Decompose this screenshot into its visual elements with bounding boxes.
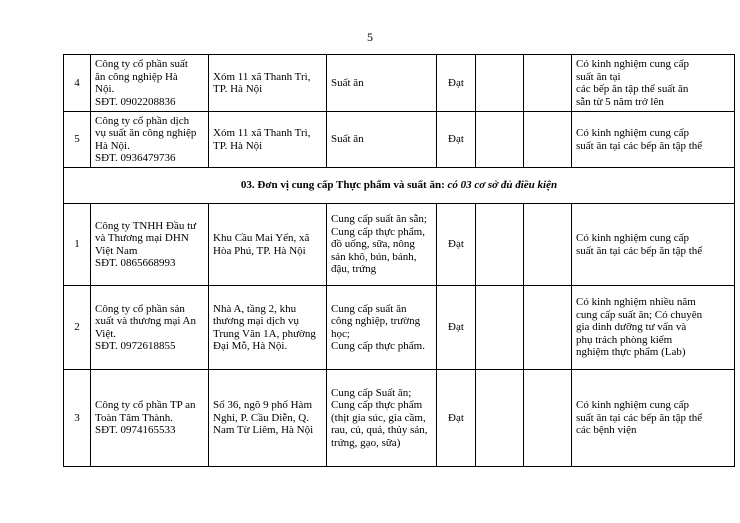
result-cell: Đạt <box>437 286 476 370</box>
address-cell: Nhà A, tầng 2, khu thương mại dịch vụ Trung Văn 1A, phường Đại Mỗ, Hà Nội. <box>209 286 327 370</box>
empty-cell <box>524 370 572 467</box>
company-cell: Công ty cổ phần suất ăn công nghiệp Hà Nội. SĐT. 0902208836 <box>91 55 209 112</box>
supplier-table <box>63 54 735 467</box>
company-cell: Công ty TNHH Đầu tư và Thương mại DHN Việt Nam SĐT. 0865668993 <box>91 204 209 286</box>
company-cell: Công ty cổ phần sản xuất và thương mại An Việt. SĐT. 0972618855 <box>91 286 209 370</box>
service-cell: Cung cấp suất ăn sẵn; Cung cấp thực phẩm, đồ uống, sữa, nông sản khô, bún, bánh, đậu, trứng <box>327 204 437 286</box>
empty-cell <box>476 286 524 370</box>
service-cell: Suất ăn <box>327 112 437 168</box>
result-cell: Đạt <box>437 55 476 112</box>
note-cell: Có kinh nghiệm cung cấp suất ăn tại các bếp ăn tập thể suất ăn sẵn từ 5 năm trở lên <box>572 55 735 112</box>
stt-cell: 3 <box>64 370 91 467</box>
note-cell: Có kinh nghiệm cung cấp suất ăn tại các bếp ăn tập thể <box>572 204 735 286</box>
empty-cell <box>524 55 572 112</box>
address-cell: Xóm 11 xã Thanh Trì, TP. Hà Nội <box>209 112 327 168</box>
empty-cell <box>524 112 572 168</box>
result-cell: Đạt <box>437 112 476 168</box>
result-cell: Đạt <box>437 370 476 467</box>
address-cell: Khu Cầu Mai Yến, xã Hòa Phú, TP. Hà Nội <box>209 204 327 286</box>
empty-cell <box>476 112 524 168</box>
table-row <box>64 112 735 168</box>
empty-cell <box>476 370 524 467</box>
note-cell: Có kinh nghiệm nhiều năm cung cấp suất ăn; Có chuyên gia dinh dưỡng tư vấn và phụ trách phòng kiểm nghiệm thực phẩm (Lab) <box>572 286 735 370</box>
table-row <box>64 286 735 370</box>
section-heading <box>64 168 735 204</box>
stt-cell: 4 <box>64 55 91 112</box>
result-cell: Đạt <box>437 204 476 286</box>
stt-cell: 1 <box>64 204 91 286</box>
service-cell: Suất ăn <box>327 55 437 112</box>
section-row <box>64 168 735 204</box>
note-cell: Có kinh nghiệm cung cấp suất ăn tại các bếp ăn tập thể <box>572 112 735 168</box>
service-cell: Cung cấp suất ăn công nghiệp, trường học; Cung cấp thực phẩm. <box>327 286 437 370</box>
section-title: 03. Đơn vị cung cấp Thực phẩm và suất ăn: <box>240 179 448 192</box>
empty-cell <box>476 55 524 112</box>
company-cell: Công ty cổ phần dịch vụ suất ăn công nghiệp Hà Nội. SĐT. 0936479736 <box>91 112 209 168</box>
stt-cell: 5 <box>64 112 91 168</box>
company-cell: Công ty cổ phần TP an Toàn Tâm Thành. SĐT. 0974165533 <box>91 370 209 467</box>
page-number: 5 <box>367 30 373 44</box>
table-row <box>64 204 735 286</box>
table-row <box>64 55 735 112</box>
address-cell: Số 36, ngõ 9 phố Hàm Nghi, P. Cầu Diễn, Q. Nam Từ Liêm, Hà Nội <box>209 370 327 467</box>
empty-cell <box>476 204 524 286</box>
address-cell: Xóm 11 xã Thanh Trì, TP. Hà Nội <box>209 55 327 112</box>
empty-cell <box>524 204 572 286</box>
table-row <box>64 370 735 467</box>
note-cell: Có kinh nghiệm cung cấp suất ăn tại các bếp ăn tập thể các bệnh viện <box>572 370 735 467</box>
empty-cell <box>524 286 572 370</box>
stt-cell: 2 <box>64 286 91 370</box>
section-subtitle: có 03 cơ sở đủ điều kiện <box>447 179 558 192</box>
service-cell: Cung cấp Suất ăn; Cung cấp thực phẩm (thịt gia súc, gia cầm, rau, củ, quả, thủy sản, trứng, gạo, sữa) <box>327 370 437 467</box>
